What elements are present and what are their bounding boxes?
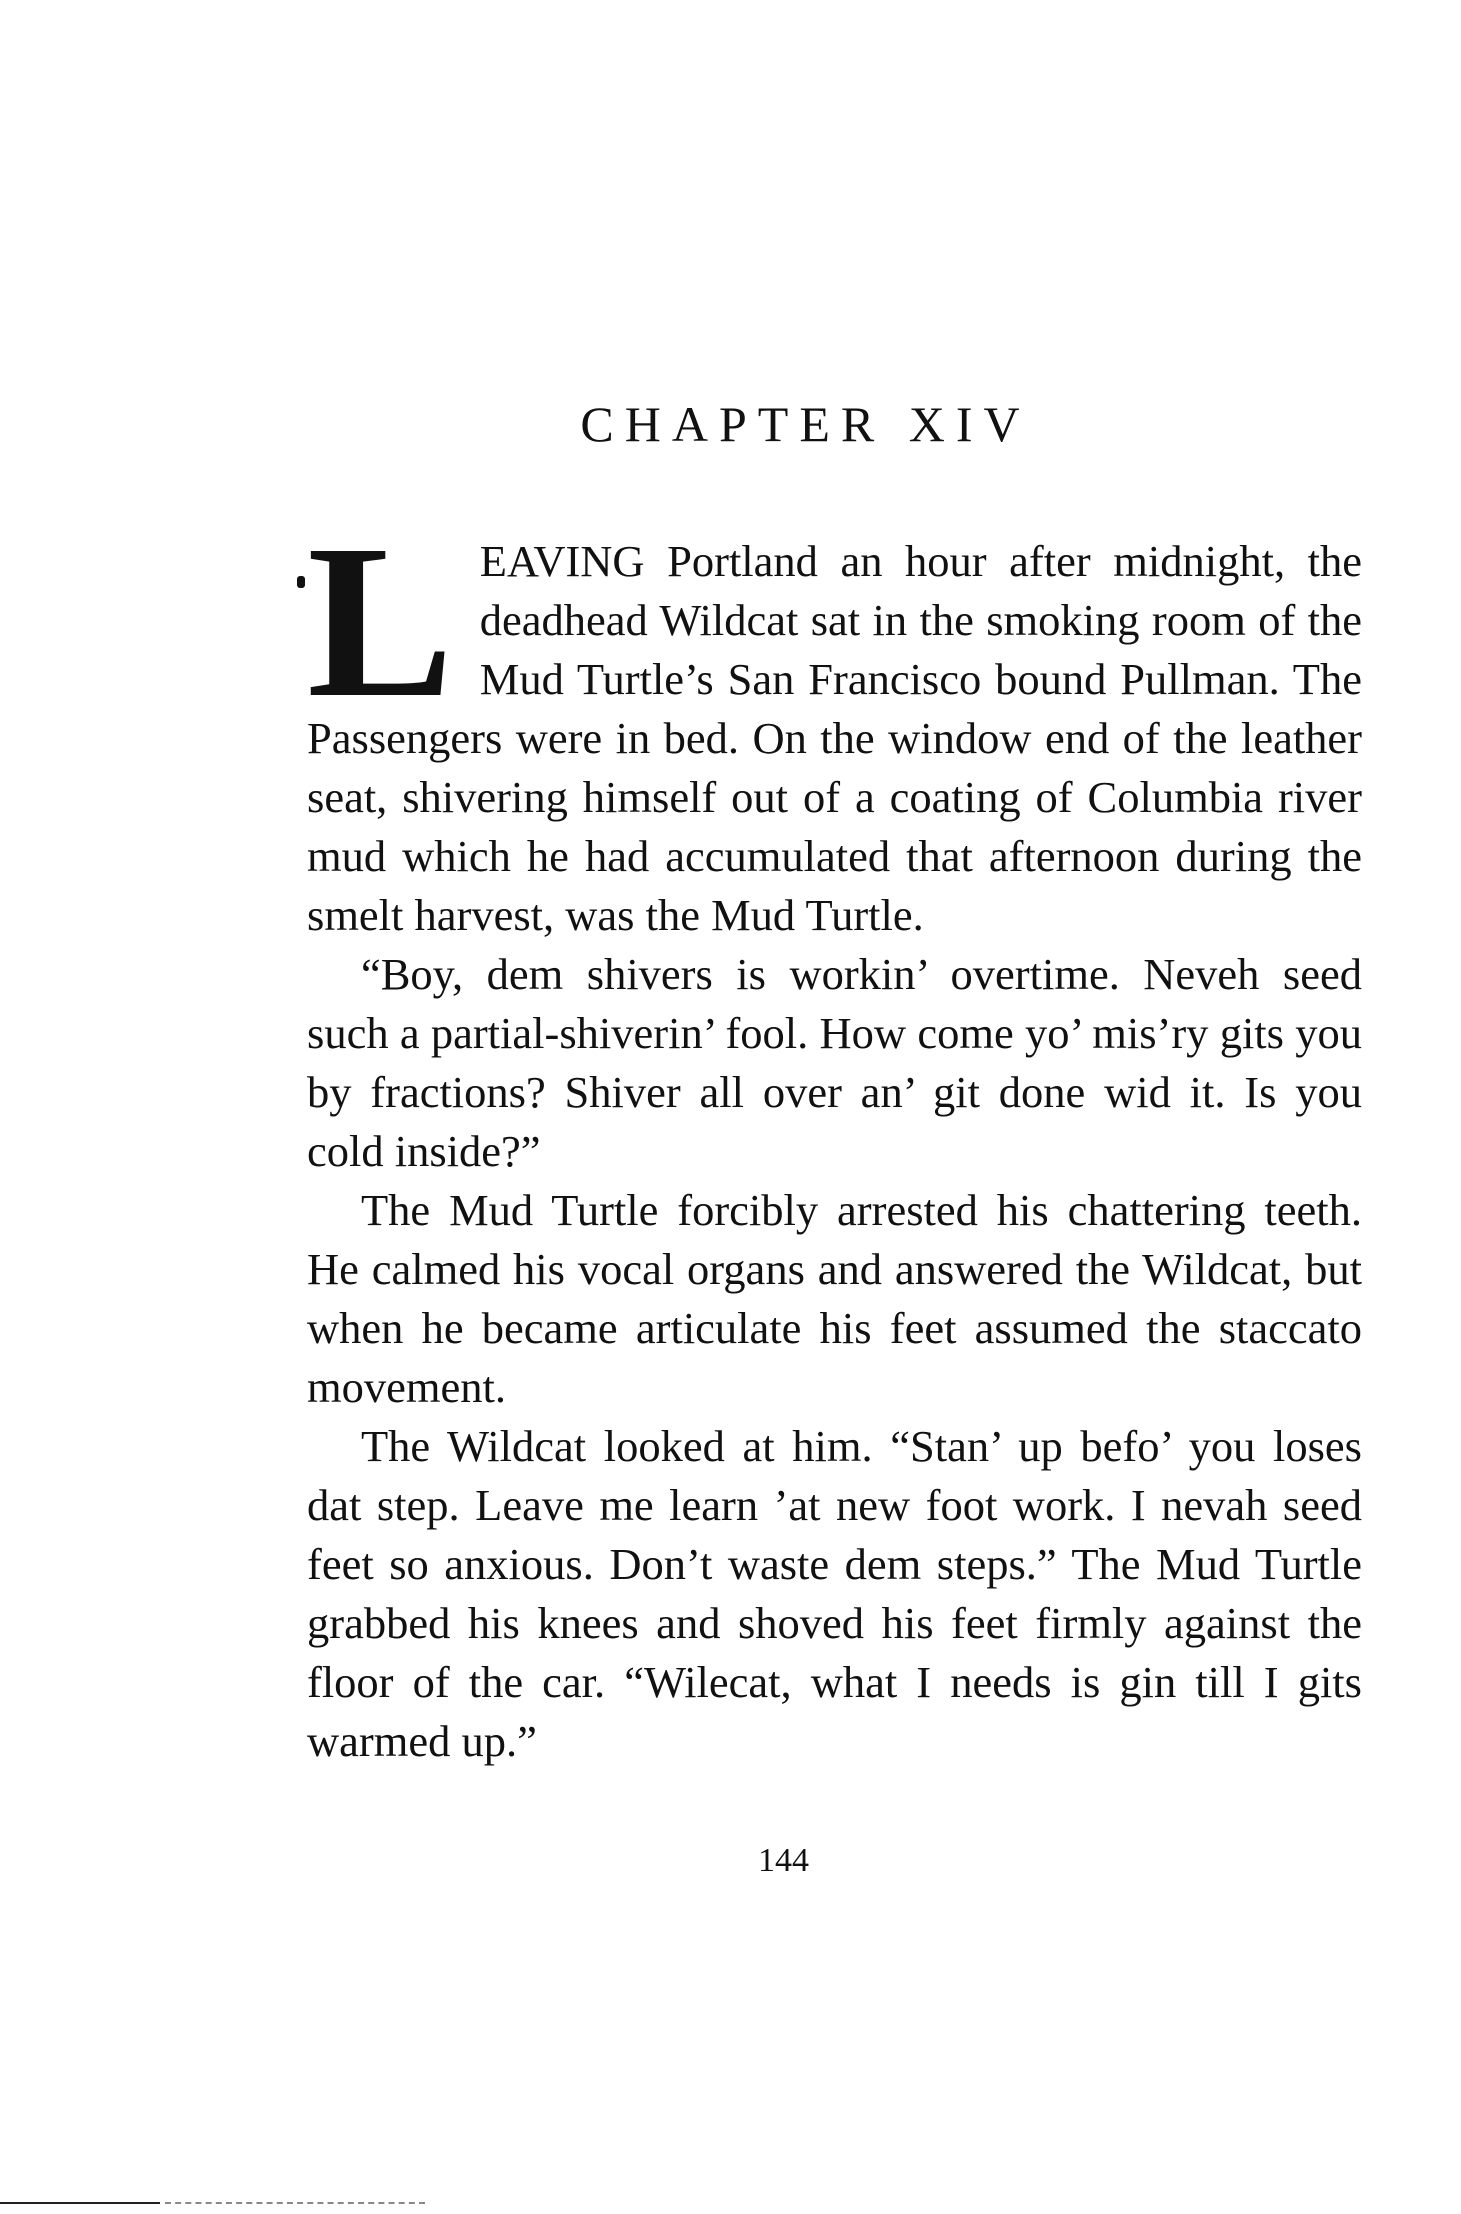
- paragraph-4-text: The Wildcat looked at him. “Stan’ up befo’ you loses dat step. Leave me learn ’at new foot work. I nevah seed feet so anxious. Don’t waste dem steps.” The Mud Turtle grabbed his knees and shoved his feet firmly against the floor of the car. “Wilecat, what I needs is gin till I gits warmed up.”: [307, 1421, 1362, 1766]
- paragraph-3-text: The Mud Turtle forcibly arrested his chattering teeth. He calmed his vocal organs and answered the Wildcat, but when he became articulate his feet assumed the staccato movement.: [307, 1185, 1362, 1412]
- paragraph-4: [307, 1417, 1362, 1771]
- body-text: [307, 499, 1362, 1771]
- paragraph-3: [307, 1181, 1362, 1417]
- paragraph-2-text: “Boy, dem shivers is workin’ overtime. Neveh seed such a partial-shiverin’ fool. How come yo’ mis’ry gits you by fractions? Shiver all over an’ git done wid it. Is you cold inside?”: [307, 949, 1362, 1176]
- paragraph-1-text: EAVING Portland an hour after midnight, the deadhead Wildcat sat in the smoking room of the Mud Turtle’s San Francisco bound Pullman. The Passengers were in bed. On the window end of the leather seat, shivering himself out of a coating of Columbia river mud which he had accumulated that afternoon during the smelt harvest, was the Mud Turtle.: [307, 536, 1362, 940]
- chapter-heading: CHAPTER XIV: [580, 396, 1031, 452]
- scan-edge-dashes: [165, 2202, 425, 2204]
- paragraph-2: [307, 945, 1362, 1181]
- scan-edge-line: [0, 2202, 160, 2204]
- page-number: 144: [758, 1842, 809, 1879]
- paragraph-1: [307, 499, 1362, 945]
- drop-cap-ornament: [297, 576, 305, 588]
- drop-cap: L: [307, 499, 454, 743]
